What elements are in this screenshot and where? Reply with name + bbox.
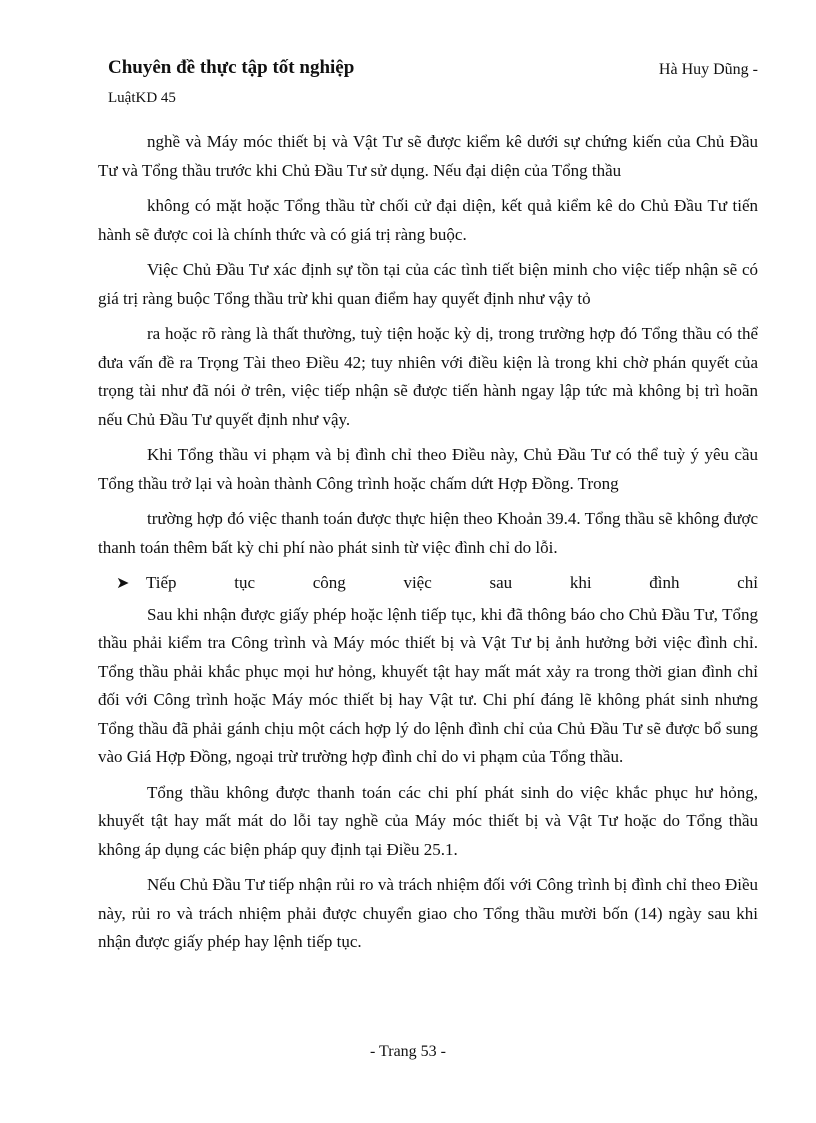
paragraph: Khi Tổng thầu vi phạm và bị đình chỉ theo Điều này, Chủ Đầu Tư có thể tuỳ ý yêu cầu Tổng thầu trở lại và hoàn thành Công trình hoặc chấm dứt Hợp Đồng. Trong (98, 445, 758, 493)
heading-word: việc (403, 573, 432, 592)
heading-word: tục (234, 573, 256, 592)
paragraph: Việc Chủ Đầu Tư xác định sự tồn tại của các tình tiết biện minh cho việc tiếp nhận sẽ có giá trị ràng buộc Tổng thầu trừ khi quan điểm hay quyết định như vậy tỏ (98, 260, 758, 308)
header-author: Hà Huy Dũng - (658, 61, 758, 78)
paragraph: Nếu Chủ Đầu Tư tiếp nhận rủi ro và trách nhiệm đối với Công trình bị đình chỉ theo Điều này, rủi ro và trách nhiệm phải được chuyển giao cho Tổng thầu mười bốn (14) ngày sau khi nhận được giấy phép hay lệnh tiếp tục. (98, 875, 758, 951)
paragraph: không có mặt hoặc Tổng thầu từ chối cử đại diện, kết quả kiểm kê do Chủ Đầu Tư tiến hành sẽ được coi là chính thức và có giá trị ràng buộc. (98, 196, 758, 244)
paragraph: Tổng thầu không được thanh toán các chi phí phát sinh do việc khắc phục hư hỏng, khuyết tật hay mất mát do lỗi tay nghề của Máy móc thiết bị và Vật Tư hoặc do Tổng thầu không áp dụng các biện pháp quy định tại Điều 25.1. (98, 782, 758, 859)
section-heading-bullet (98, 569, 758, 599)
header-title: Chuyên đề thực tập tốt nghiệp (108, 57, 355, 78)
document-body (98, 128, 758, 964)
paragraph: nghề và Máy móc thiết bị và Vật Tư sẽ được kiểm kê dưới sự chứng kiến của Chủ Đầu Tư và Tổng thầu trước khi Chủ Đầu Tư sử dụng. Nếu đại diện của Tổng thầu (98, 132, 758, 180)
header-subtitle: LuậtKD 45 (108, 90, 176, 106)
arrowhead-bullet-icon: ➤ (116, 575, 130, 592)
heading-word: sau (489, 573, 513, 592)
paragraph: Sau khi nhận được giấy phép hoặc lệnh tiếp tục, khi đã thông báo cho Chủ Đầu Tư, Tổng thầu phải kiểm tra Công trình và Máy móc thiết bị và Vật Tư bị ảnh hưởng bởi việc đình chỉ. Tổng thầu phải khắc phục mọi hư hỏng, khuyết tật hay mất mát xảy ra trong thời gian đình chỉ đối với Công trình hoặc Máy móc thiết bị hay Vật tư. Chi phí đáng lẽ không phát sinh nhưng Tổng thầu đã phải gánh chịu một cách hợp lý do lệnh đình chỉ của Chủ Đầu Tư sẽ được bổ sung vào Giá Hợp Đồng, ngoại trừ trường hợp đình chỉ do vi phạm của Tổng thầu. (98, 604, 758, 766)
heading-word: chỉ (737, 573, 758, 592)
heading-word: công (312, 573, 346, 592)
heading-word: khi (569, 573, 592, 592)
paragraph: trường hợp đó việc thanh toán được thực hiện theo Khoản 39.4. Tổng thầu sẽ không được thanh toán thêm bất kỳ chi phí nào phát sinh từ việc đình chỉ do lỗi. (98, 509, 758, 557)
section-heading (146, 569, 758, 598)
heading-word: Tiếp (146, 573, 177, 592)
paragraph: ra hoặc rõ ràng là thất thường, tuỳ tiện hoặc kỳ dị, trong trường hợp đó Tổng thầu có thể đưa vấn đề ra Trọng Tài theo Điều 42; tuy nhiên với điều kiện là trong khi chờ phán quyết của trọng tài như đã nói ở trên, việc tiếp nhận sẽ được tiến hành ngay lập tức mà không bị trì hoãn nếu Chủ Đầu Tư quyết định như vậy. (98, 324, 758, 429)
page-number: - Trang 53 - (369, 1043, 446, 1060)
heading-word: đình (649, 573, 680, 592)
